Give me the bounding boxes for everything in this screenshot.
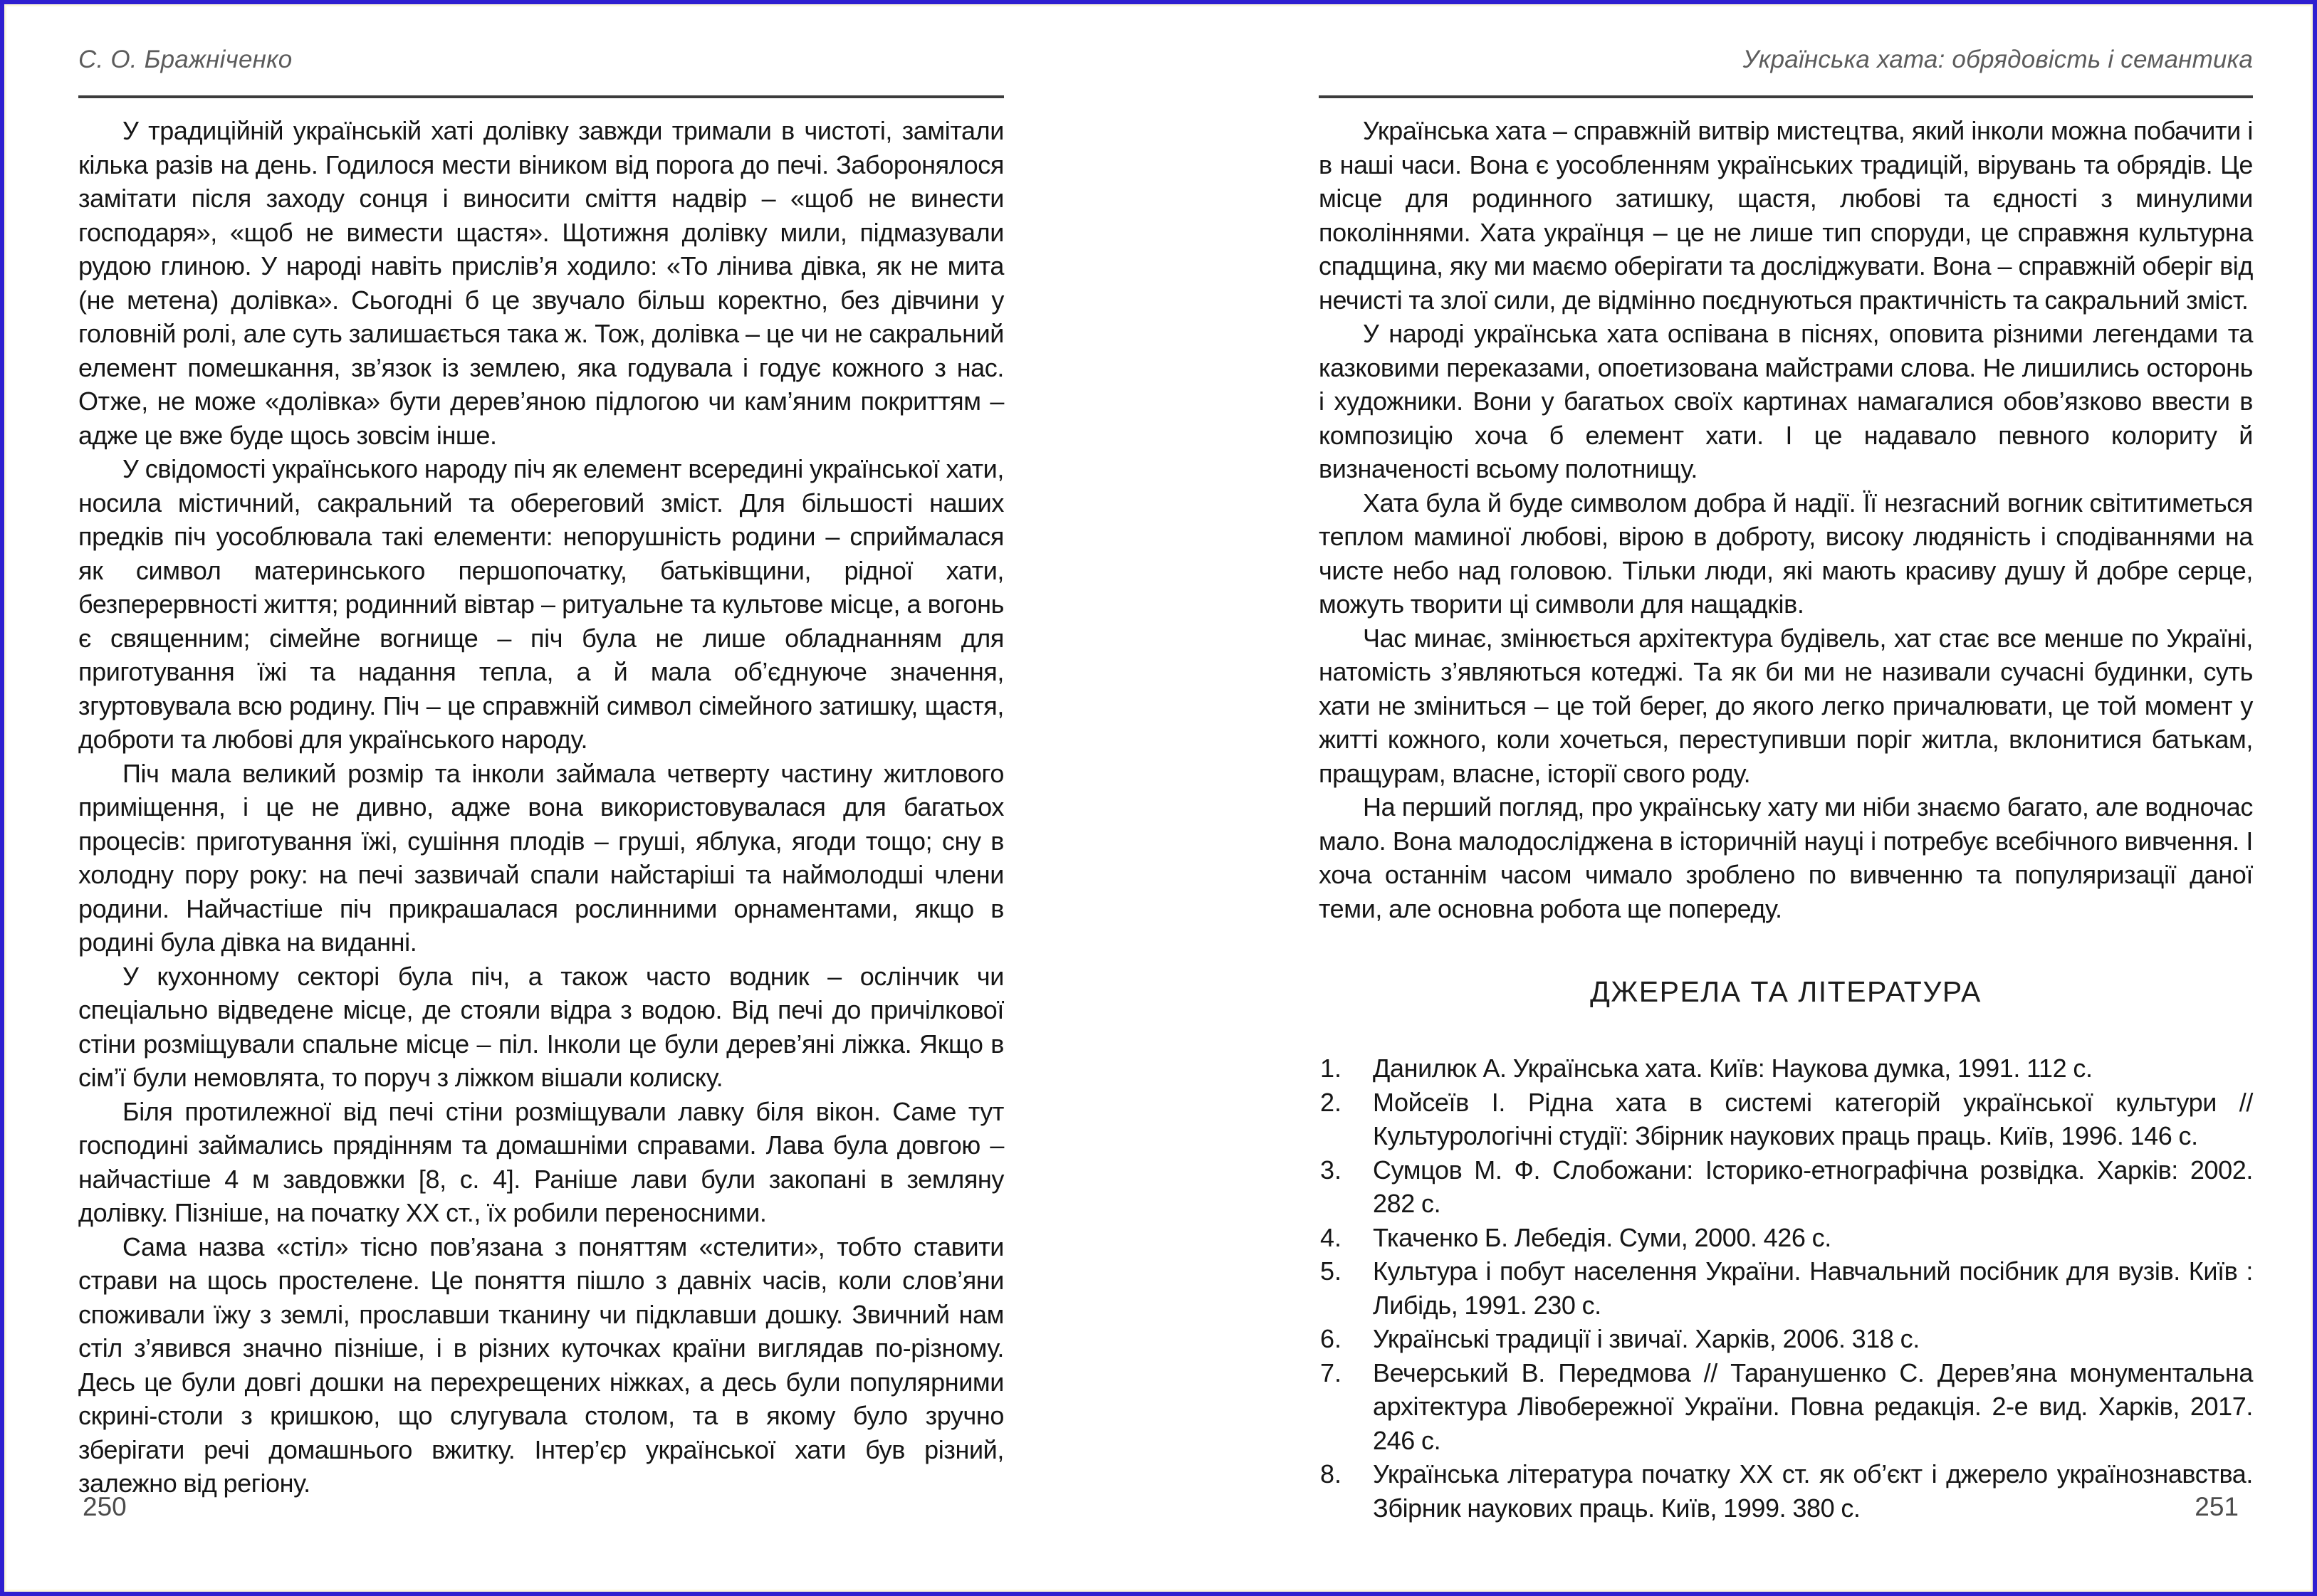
- body-paragraph: Час минає, змінюється архітектура будівель, хат стає все менше по Україні, натомість з’являються котеджі. Та як би ми не називали сучасні будинки, суть хати не зміниться – це той берег, до якого легко причалювати, це той момент у житті кожного, коли хочеться, переступивши поріг житла, вклонитися батькам, пращурам, власне, історії свого роду.: [1319, 623, 2253, 788]
- body-paragraph: У традиційній українській хаті долівку завжди тримали в чистоті, замітали кілька разів на день. Годилося мести віником від порога до печі. Заборонялося замітати після заходу сонця і виносити сміття надвір – «щоб не винести господаря», «щоб не вимести щастя». Щотижня долівку мили, підмазували рудою глиною. У народі навіть прислів’я ходило: «То лінива дівка, як не мита (не метена) долівка». Сьогодні б це звучало більш коректно, без дівчини у головній ролі, але суть залишається така ж. Тож, долівка – це чи не сакральний елемент помешкання, зв’язок із землею, яка годувала і годує кожного з нас. Отже, не може «долівка» бути дерев’яною підлогою чи кам’яним покриттям – адже це вже буде щось зовсім інше.: [78, 116, 1004, 450]
- bibliography-item-number: 7.: [1320, 1358, 1342, 1387]
- body-paragraph: Сама назва «стіл» тісно пов’язана з поняттям «стелити», тобто ставити страви на щось простелене. Це поняття пішло з давніх часів, коли слов’яни споживали їжу з землі, прославши тканину чи підклавши дошку. Звичний нам стіл з’явився значно пізніше, і в різних куточках країни виглядав по-різному. Десь це були довгі дошки на перехрещених ніжках, а десь були популярними скрині-столи з кришкою, що слугувала столом, та в якому було зручно зберігати речі домашнього вжитку. Інтер’єр української хати був різний, залежно від регіону.: [78, 1232, 1004, 1498]
- bibliography-item-text: Мойсеїв І. Рідна хата в системі категорій української культури // Культурологічні студії: Збірник наукових праць праць. Київ, 1996. 146 с.: [1373, 1087, 2253, 1150]
- bibliography-item: [1319, 1221, 2253, 1255]
- page-right: [1319, 44, 2253, 1525]
- body-paragraph: Біля протилежної від печі стіни розміщували лавку біля вікон. Саме тут господині займались прядінням та домашніми справами. Лава була довгою – найчастіше 4 м завдовжки [8, с. 4]. Раніше лави були закопані в земляну долівку. Пізніше, на початку ХХ ст., їх робили переносними.: [78, 1096, 1004, 1227]
- page-number-left: 250: [83, 1492, 127, 1521]
- bibliography-item-number: 5.: [1320, 1256, 1342, 1286]
- right-page-body: [1319, 114, 2253, 925]
- body-paragraph: На перший погляд, про українську хату ми ніби знаємо багато, але водночас мало. Вона малодосліджена в історичній науці і потребує всебічного вивчення. І хоча останнім часом чимало зроблено по вивченню та популяризації даної теми, але основна робота ще попереду.: [1319, 792, 2253, 923]
- running-head-title: Українська хата: обрядовість і семантика: [1742, 46, 2253, 73]
- bibliography-item: [1319, 1086, 2253, 1153]
- bibliography-item: [1319, 1051, 2253, 1086]
- bibliography-item-text: Сумцов М. Ф. Слобожани: Історико-етнографічна розвідка. Харків: 2002. 282 с.: [1373, 1155, 2253, 1218]
- bibliography-list: [1319, 1051, 2253, 1525]
- header-rule: [1319, 95, 2253, 98]
- body-paragraph: Піч мала великий розмір та інколи займала четверту частину житлового приміщення, і це не дивно, адже вона використовувалася для багатьох процесів: приготування їжі, сушіння плодів – груші, яблука, ягоди тощо; сну в холодну пору року: на печі зазвичай спали найстаріші та наймолодші члени родини. Найчастіше піч прикрашалася рослинними орнаментами, якщо в родині була дівка на виданні.: [78, 758, 1004, 957]
- bibliography-item-number: 6.: [1320, 1324, 1342, 1353]
- bibliography-item-text: Культура і побут населення України. Навчальний посібник для вузів. Київ : Либідь, 1991. 230 с.: [1373, 1256, 2253, 1320]
- bibliography-item-text: Українська література початку ХХ ст. як об’єкт і джерело українознавства. Збірник наукових праць. Київ, 1999. 380 с.: [1373, 1459, 2253, 1523]
- bibliography-heading: ДЖЕРЕЛА ТА ЛІТЕРАТУРА: [1590, 975, 1982, 1008]
- header-rule: [78, 95, 1004, 98]
- bibliography-item-text: Данилюк А. Українська хата. Київ: Наукова думка, 1991. 112 с.: [1373, 1054, 2093, 1083]
- page-left: [78, 44, 1004, 1501]
- bibliography-item: [1319, 1254, 2253, 1322]
- bibliography-item: [1319, 1356, 2253, 1458]
- running-head-author: С. О. Бражніченко: [78, 46, 293, 73]
- bibliography-item-number: 3.: [1320, 1155, 1342, 1185]
- bibliography-item: [1319, 1322, 2253, 1356]
- body-paragraph: Хата була й буде символом добра й надії. Її незгасний вогник світитиметься теплом маминої любові, вірою в доброту, високу людяність і сподіваннями на чисте небо над головою. Тільки люди, які мають красиву душу й добре серце, можуть творити ці символи для нащадків.: [1319, 488, 2253, 619]
- body-paragraph: У свідомості українського народу піч як елемент всередині української хати, носила містичний, сакральний та обереговий зміст. Для більшості наших предків піч уособлювала такі елементи: непорушність родини – сприймалася як символ материнського першопочатку, батьківщини, рідної хати, безперервності життя; родинний вівтар – ритуальне та культове місце, а вогонь є священним; сімейне вогнище – піч була не лише обладнанням для приготування їжі та надання тепла, а й мала об’єднуюче значення, згуртовувала всю родину. Піч – це справжній символ сімейного затишку, щастя, доброти та любові для українського народу.: [78, 454, 1004, 754]
- bibliography-item-text: Ткаченко Б. Лебедія. Суми, 2000. 426 с.: [1373, 1222, 1831, 1252]
- body-paragraph: У народі українська хата оспівана в піснях, оповита різними легендами та казковими переказами, опоетизована майстрами слова. Не лишились осторонь і художники. Вони у багатьох своїх картинах намагалися обов’язково ввести в композицію хоча б елемент хати. І це надавало певного колориту й визначеності всьому полотнищу.: [1319, 319, 2253, 483]
- page-number-right: 251: [2195, 1492, 2239, 1521]
- bibliography-item-number: 1.: [1320, 1054, 1342, 1083]
- bibliography-item-number: 4.: [1320, 1222, 1342, 1252]
- bibliography-item-text: Вечерський В. Передмова // Таранушенко С. Дерев’яна монументальна архітектура Лівобережної України. Повна редакція. 2-е вид. Харків, 2017. 246 с.: [1373, 1358, 2253, 1455]
- left-page-body: [78, 114, 1004, 1501]
- bibliography-item-number: 2.: [1320, 1087, 1342, 1117]
- bibliography-item-text: Українські традиції і звичаї. Харків, 2006. 318 с.: [1373, 1324, 1920, 1353]
- body-paragraph: У кухонному секторі була піч, а також часто водник – ослінчик чи спеціально відведене місце, де стояли відра з водою. Від печі до причілкової стіни розміщували спальне місце – піл. Інколи це були дерев’яні ліжка. Якщо в сім’ї були немовлята, то поруч з ліжком вішали колиску.: [78, 961, 1004, 1092]
- bibliography-item-number: 8.: [1320, 1459, 1342, 1489]
- body-paragraph: Українська хата – справжній витвір мистецтва, який інколи можна побачити і в наші часи. Вона є уособленням українських традицій, вірувань та обрядів. Це місце для родинного затишку, щастя, любові та єдності з минулими поколіннями. Хата українця – це не лише тип споруди, це справжня культурна спадщина, яку ми маємо оберігати та досліджувати. Вона – справжній оберіг від нечисті та злої сили, де відмінно поєднуються практичність та сакральний зміст.: [1319, 116, 2253, 315]
- bibliography-item: [1319, 1153, 2253, 1221]
